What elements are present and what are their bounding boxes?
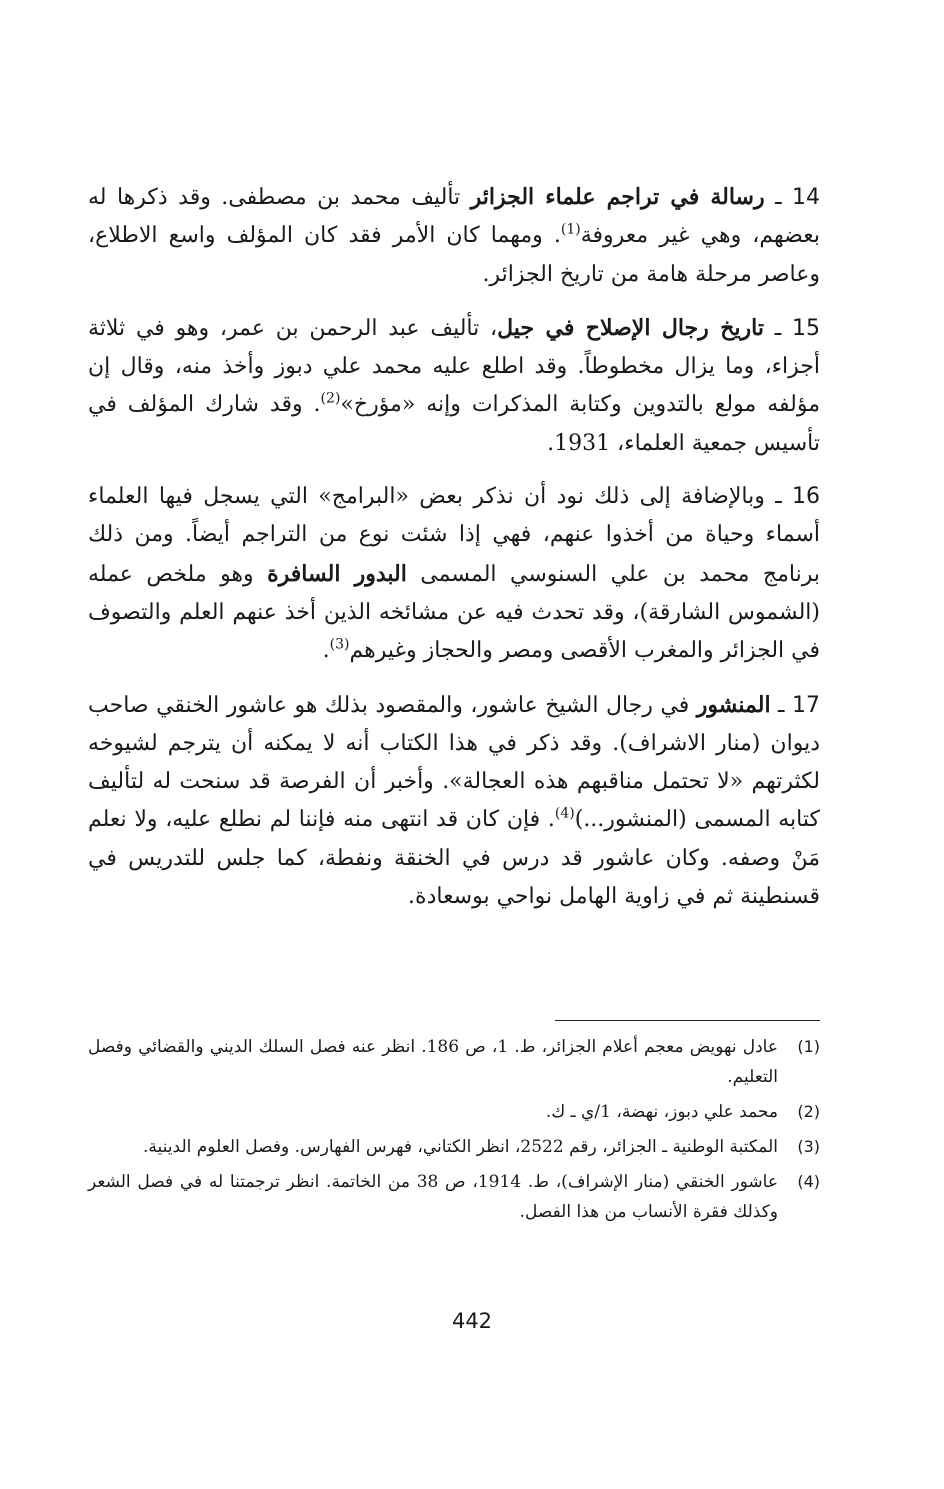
entry-dash: ـ: [770, 692, 793, 718]
entry-number: 17: [792, 692, 821, 718]
entry-title: المنشور: [696, 691, 771, 718]
entry-dash: ـ: [764, 315, 793, 341]
entry-number: 14: [792, 185, 820, 210]
footnote-1: [88, 1032, 820, 1092]
footnote-ref: (1): [560, 221, 581, 238]
footnote-text: محمد علي دبوز، نهضة، 1/ي ـ ك.: [545, 1102, 778, 1122]
entry-17: [88, 686, 820, 917]
footnote-ref: (2): [320, 391, 341, 408]
entry-number: 15: [792, 315, 821, 341]
footnote-divider: [555, 1020, 820, 1021]
footnote-3: [88, 1132, 820, 1162]
entry-text: وبالإضافة إلى ذلك نود أن نذكر بعض «البرامج» التي يسجل فيها العلماء أسماء وحياة من أخذوا عنهم، فهي إذا شئت نوع من التراجم أيضاً. ومن ذلك برنامج محمد بن علي السنوسي المسمى: [88, 484, 820, 587]
entry-text: وهو ملخص عمله (الشموس الشارقة)، وقد تحدث فيه عن مشائخه الذين أخذ عنهم العلم والتصوف في الجزائر والمغرب الأقصى ومصر والحجاز وغيرهم: [88, 561, 820, 664]
entry-text: ، تأليف عبد الرحمن بن عمر، وهو في ثلاثة أجزاء، وما يزال مخطوطاً. وقد اطلع عليه محمد علي دبوز وأخذ منه، وقال إن مؤلفه مولع بالتدوين وكتابة المذكرات وإنه «مؤرخ»: [88, 315, 820, 418]
footnote-ref: (4): [554, 806, 575, 823]
footnote-text: المكتبة الوطنية ـ الجزائر، رقم 2522، انظر الكتاني، فهرس الفهارس. وفصل العلوم الدينية.: [143, 1137, 778, 1157]
entry-bold-title: البدور السافرة: [267, 560, 407, 587]
footnote-text: عادل نهويض معجم أعلام الجزائر، ط. 1، ص 186. انظر عنه فصل السلك الديني والقضائي وفصل التعليم.: [88, 1037, 778, 1087]
entry-15: [88, 309, 820, 463]
footnote-number: (4): [797, 1172, 820, 1191]
entry-text: تأليف محمد بن مصطفى. وقد ذكرها له بعضهم، وهي غير معروفة: [88, 185, 820, 249]
footnotes: [88, 1032, 820, 1232]
entry-text: . ومهما كان الأمر فقد كان المؤلف واسع الاطلاع، وعاصر مرحلة هامة من تاريخ الجزائر.: [88, 223, 820, 287]
footnote-2: [88, 1097, 820, 1127]
entry-text: .: [322, 638, 330, 664]
entry-dash: ـ: [764, 185, 792, 210]
footnote-number: (3): [797, 1137, 820, 1156]
entry-text: في رجال الشيخ عاشور، والمقصود بذلك هو عاشور الخنقي صاحب ديوان (منار الاشراف). وقد ذكر في هذا الكتاب أنه لا يمكنه أن يترجم لشيوخه لكثرتهم «لا تحتمل مناقبهم هذه العجالة». وأخبر أن الفرصة قد سنحت له لتأليف كتابه المسمى (المنشور...): [88, 692, 820, 833]
footnote-ref: (3): [329, 636, 350, 653]
footnote-4: [88, 1167, 820, 1227]
entry-title: رسالة في تراجم علماء الجزائر: [470, 184, 765, 210]
footnote-number: (2): [797, 1102, 820, 1121]
footnote-text: عاشور الخنقي (منار الإشراف)، ط. 1914، ص 38 من الخاتمة. انظر ترجمتنا له في فصل الشعر وكذلك فقرة الأنساب من هذا الفصل.: [88, 1172, 778, 1222]
entry-text: . وقد شارك المؤلف في تأسيس جمعية العلماء، 1931.: [88, 392, 820, 456]
page-number: 442: [451, 1309, 493, 1333]
entry-title: تاريخ رجال الإصلاح في جيل: [497, 314, 765, 341]
entry-14: [88, 178, 820, 294]
main-text: [88, 178, 820, 931]
entry-number: 16: [792, 484, 821, 510]
entry-dash: ـ: [764, 484, 793, 510]
entry-text: . فإن كان قد انتهى منه فإننا لم نطلع عليه، ولا نعلم مَنْ وصفه. وكان عاشور قد درس في الخنقة ونفطة، كما جلس للتدريس في قسنطينة ثم في زاوية الهامل نواحي بوسعادة.: [88, 807, 820, 910]
footnote-number: (1): [797, 1037, 820, 1056]
entry-16: [88, 478, 820, 670]
